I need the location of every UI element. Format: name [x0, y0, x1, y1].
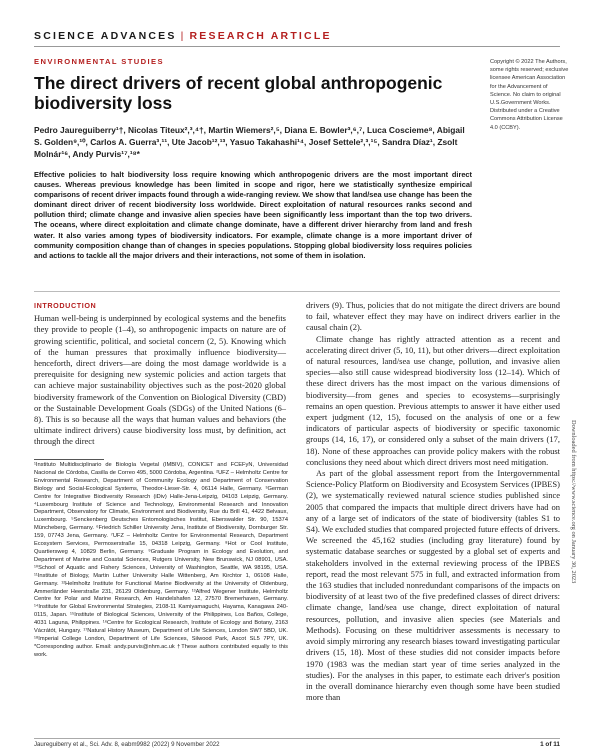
page-number: 1 of 11	[540, 741, 560, 748]
body-column-left	[34, 300, 286, 448]
article-title: The direct drivers of recent global anthropogenic biodiversity loss	[34, 73, 443, 113]
intro-paragraph-1: Human well-being is underpinned by ecological systems and the benefits they provide to people (1–4), so anthropogenic impacts on nature are of growing scientific, political, and societal concern (2, 5). Knowing which of the human pressures that proximally influence biodiversity—henceforth, direct drivers—are doing the most damage worldwide is a prerequisite for designing new systemic policies and action targets that can achieve major sustainability objectives such as the post-2020 global biodiversity framework of the Convention on Biological Diversity (CBD) or the Sustainable Development Goals (SDGs) of the United Nations (6–8). This is so because all the ways that human values and behaviors (the ultimate indirect drivers) cause biodiversity loss must, by definition, act through the direct	[34, 313, 286, 447]
journal-name: SCIENCE ADVANCES	[34, 30, 177, 42]
intro-paragraph-1-cont: drivers (9). Thus, policies that do not mitigate the direct drivers are bound to fail, whatever effect they may have on indirect drivers earlier in the causal chain (2).	[306, 300, 560, 333]
footer-citation: Jaureguiberry et al., Sci. Adv. 8, eabm9982 (2022) 9 November 2022	[34, 741, 220, 748]
journal-header	[34, 30, 332, 42]
intro-paragraph-3: As part of the global assessment report from the Intergovernmental Science-Policy Platform on Biodiversity and Ecosystem Services (IPBES) (2), we systematically reviewed natural science studies published since 2005 that compared the impacts that multiple direct drivers have had on any of a large set of indicators of the state of biodiversity (tables S1 to S4). We excluded studies that compared projected future effects of drivers. We screened the 45,162 studies (including gray literature) found by systematic database searches or suggested by a global set of experts and stakeholders involved in the external reviewing process of the IPBES report, read the most relevant 575 in full, and extracted information from the 163 studies that included nonredundant comparisons of the impacts on biodiversity of at least two of the five predefined classes of direct drivers: climate change, land/sea use change, direct exploitation of natural resources, pollution, and invasive alien species (see Materials and Methods). Focusing on these multidriver assessments is necessary to avoid simply mirroring any research biases toward investigating particular drivers (15, 18). Most of these studies did not consider impacts before 1970 (1983 was the median start year of time series analyzed in the studies). For the analyses in this paper, to estimate each driver's position in the overall dominance hierarchy even though some have been studied more than	[306, 468, 560, 703]
section-heading-introduction: INTRODUCTION	[34, 301, 97, 310]
article-type: RESEARCH ARTICLE	[189, 30, 332, 42]
header-rule	[34, 46, 560, 47]
download-watermark: Downloaded from https://www.science.org on January 30, 2023	[570, 420, 577, 584]
footnote-rule	[34, 459, 104, 460]
header-separator: |	[180, 30, 186, 42]
copyright-notice: Copyright © 2022 The Authors, some rights reserved; exclusive licensee American Association for the Advancement of Science. No claim to original U.S.Government Works. Distributed under a Creative Commons Attribution License 4.0 (CCBY).	[490, 59, 569, 131]
body-column-right	[306, 300, 560, 703]
subject-category: ENVIRONMENTAL STUDIES	[34, 57, 164, 66]
author-list: Pedro Jaureguiberry¹†, Nicolas Titeux²,³,⁴†, Martin Wiemers²,⁵, Diana E. Bowler³,⁶,⁷, Luca Coscieme⁸, Abigail S. Golden⁹,¹⁰, Carlos A. Guerra³,¹¹, Ute Jacob¹²,¹³, Yasuo Takahashi¹⁴, Josef Settele²,³,¹⁵, Sandra Díaz¹, Zsolt Molnár¹⁶, Andy Purvis¹⁷,¹⁸*	[34, 125, 465, 159]
abstract: Effective policies to halt biodiversity loss require knowing which anthropogenic drivers are the most important direct causes. Whereas previous knowledge has been limited in scope and rigor, here we statistically synthesize empirical comparisons of recent driver impacts found through a wide-ranging review. We show that land/sea use change has been the dominant direct driver of recent biodiversity loss worldwide. Direct exploitation of natural resources ranks second and pollution third; climate change and invasive alien species have been significantly less important than the top two drivers. The oceans, where direct exploitation and climate change dominate, have a different driver hierarchy from land and fresh water. It also varies among types of biodiversity indicators. For example, climate change is a more important driver of community composition change than of changes in species populations. Stopping global biodiversity loss requires policies and actions to tackle all the major drivers and their interactions, not some of them in isolation.	[34, 170, 472, 260]
footer-rule	[34, 738, 560, 739]
intro-paragraph-2: Climate change has rightly attracted attention as a recent and accelerating direct driver (5, 10, 11), but other drivers—direct exploitation of natural resources, land/sea use change, pollution, and invasive alien species—also still cause widespread biodiversity loss (12–14). Which of these direct drivers has the most impact on the various dimensions of biodiversity—from genes and species to ecosystems—surprisingly remains an open question. Previous attempts to answer it have either used expert judgment (12, 15), focused on the analysis of one or a few indicators of particular aspects of biodiversity or specific taxonomic groups (14, 16, 17), or considered only a subset of the main drivers (17, 18). None of these approaches can provide policy makers with the robust conclusions they need about which direct drivers most need mitigation.	[306, 333, 560, 467]
affiliations: ¹Instituto Multidisciplinario de Biología Vegetal (IMBIV), CONICET and FCEFyN, Universidad Nacional de Córdoba, Casilla de Correo 495, 5000 Córdoba, Argentina. ²UFZ – Helmholtz Centre for Environmental Research, Department of Community Ecology and Department of Conservation Biology and Social-Ecological Systems, Theodor-Lieser-Str. 4, 06114 Halle, Germany. ³German Centre for Integrative Biodiversity Research (iDiv) Halle-Jena-Leipzig, 04103 Leipzig, Germany. ⁴Luxembourg Institute of Science and Technology, Environmental Research and Innovation Department, Observatory for Climate, Environment and Biodiversity, Rue du Brill 41, 4422 Belvaux, Luxembourg. ⁵Senckenberg Deutsches Entomologisches Institut, Eberswalder Str. 90, 15374 Müncheberg, Germany. ⁶Friedrich Schiller University Jena, Institute of Biodiversity, Dornburger Str. 159, 07743 Jena, Germany. ⁷UFZ – Helmholtz Centre for Environmental Research, Department Ecosystem Services, Permoserstraße 15, 04318 Leipzig, Germany. ⁸Hot or Cool Institute, Quartiersweg 4, 10829 Berlin, Germany. ⁹Graduate Program in Ecology and Evolution, and Department of Marine and Coastal Sciences, Rutgers University, New Brunswick, NJ 08901, USA. ¹⁰School of Aquatic and Fishery Sciences, University of Washington, Seattle, WA 98195, USA. ¹¹Institute of Biology, Martin Luther University Halle Wittenberg, Am Kirchtor 1, 06108 Halle, Germany. ¹²Helmholtz Institute for Functional Marine Biodiversity at the University of Oldenburg, Ammerländer Heerstraße 231, 26129 Oldenburg, Germany. ¹³Alfred Wegener Institute, Helmholtz Centre for Polar and Marine Research, Am Handelshafen 12, 27570 Bremerhaven, Germany. ¹⁴Institute for Global Environmental Strategies, 2108-11 Kamiyamaguchi, Hayama, Kanagawa 240-0115, Japan. ¹⁵Institute of Biological Sciences, University of the Philippines, Los Baños, College, 4031 Laguna, Philippines. ¹⁶Centre for Ecological Research, Institute of Ecology and Botany, 2163 Vácrátót, Hungary. ¹⁷Natural History Museum, Department of Life Sciences, London SW7 5BD, UK. ¹⁸Imperial College London, Department of Life Sciences, Silwood Park, Ascot SL5 7PY, UK. *Corresponding author. Email: andy.purvis@nhm.ac.uk †These authors contributed equally to this work.	[34, 462, 288, 658]
abstract-divider	[34, 291, 560, 292]
